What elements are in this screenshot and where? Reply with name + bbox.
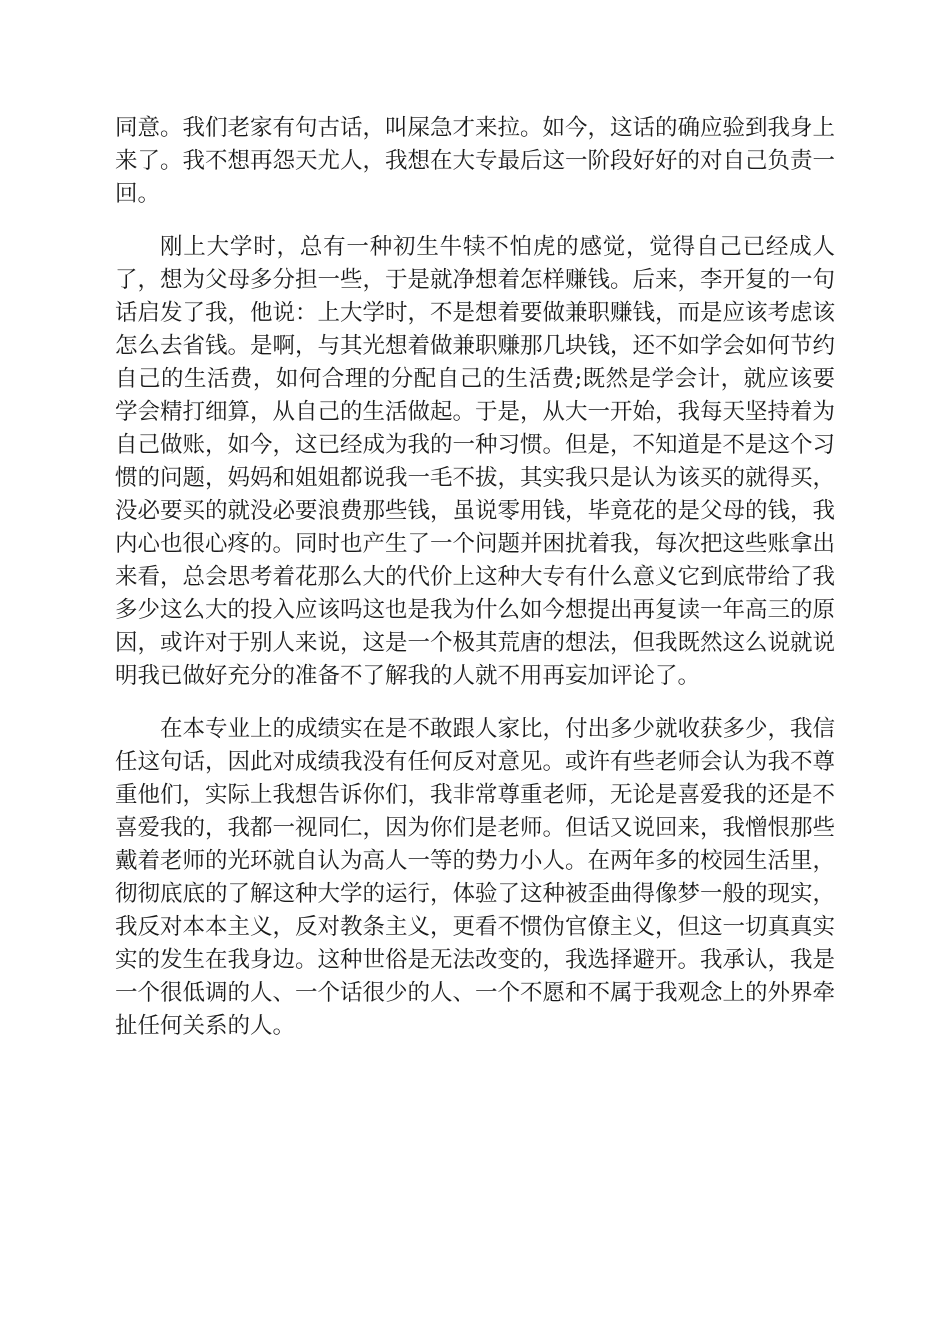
- paragraph-3: 在本专业上的成绩实在是不敢跟人家比，付出多少就收获多少，我信任这句话，因此对成绩我没有任何反对意见。或许有些老师会认为我不尊重他们，实际上我想告诉你们，我非常尊重老师，无论是喜爱我的还是不喜爱我的，我都一视同仁，因为你们是老师。但话又说回来，我憎恨那些戴着老师的光环就自认为高人一等的势力小人。在两年多的校园生活里，彻彻底底的了解这种大学的运行，体验了这种被歪曲得像梦一般的现实，我反对本本主义，反对教条主义，更看不惯伪官僚主义，但这一切真真实实的发生在我身边。这种世俗是无法改变的，我选择避开。我承认，我是一个很低调的人、一个话很少的人、一个不愿和不属于我观念上的外界牵扯任何关系的人。: [115, 716, 836, 1039]
- paragraph-1: 同意。我们老家有句古话，叫屎急才来拉。如今，这话的确应验到我身上来了。我不想再怨天尤人，我想在大专最后这一阶段好好的对自己负责一回。: [115, 115, 836, 207]
- document-body: [115, 112, 835, 1043]
- paragraph-2: 刚上大学时，总有一种初生牛犊不怕虎的感觉，觉得自己已经成人了，想为父母多分担一些，于是就净想着怎样赚钱。后来，李开复的一句话启发了我，他说：上大学时，不是想着要做兼职赚钱，而是应该考虑该怎么去省钱。是啊，与其光想着做兼职赚那几块钱，还不如学会如何节约自己的生活费，如何合理的分配自己的生活费;既然是学会计，就应该要学会精打细算，从自己的生活做起。于是，从大一开始，我每天坚持着为自己做账，如今，这已经成为我的一种习惯。但是，不知道是不是这个习惯的问题，妈妈和姐姐都说我一毛不拔，其实我只是认为该买的就得买，没必要买的就没必要浪费那些钱，虽说零用钱，毕竟花的是父母的钱，我内心也很心疼的。同时也产生了一个问题并困扰着我，每次把这些账拿出来看，总会思考着花那么大的代价上这种大专有什么意义它到底带给了我多少这么大的投入应该吗这也是我为什么如今想提出再复读一年高三的原因，或许对于别人来说，这是一个极其荒唐的想法，但我既然这么说就说明我已做好充分的准备不了解我的人就不用再妄加评论了。: [115, 234, 836, 689]
